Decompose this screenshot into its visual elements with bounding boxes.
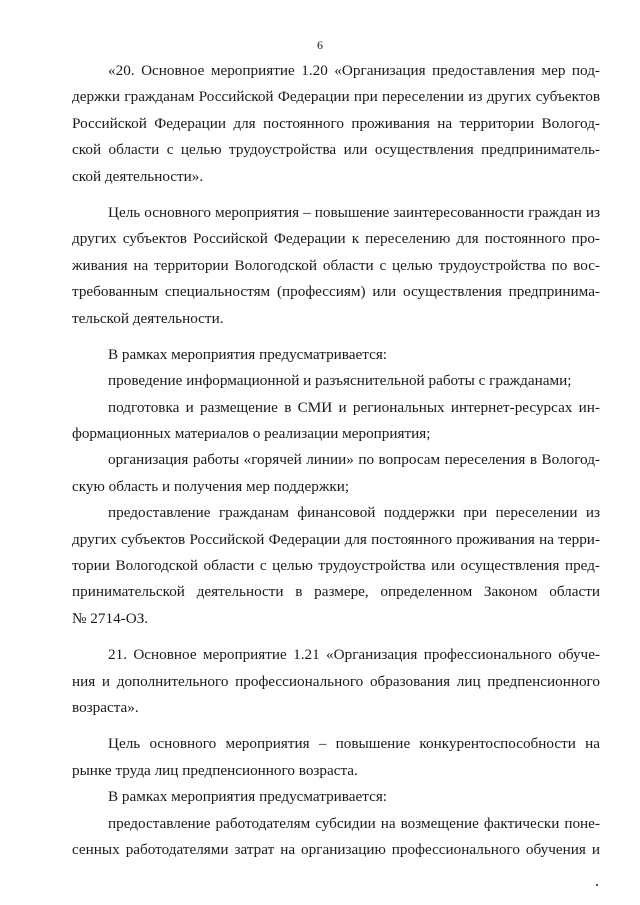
document-body	[72, 58, 600, 863]
list-item-hotline	[72, 447, 600, 500]
text-line: рынке труда лиц предпенсионного возраста.	[72, 761, 358, 779]
page-number: 6	[317, 38, 323, 52]
text-line: живания на территории Вологодской области с целью трудоустройства по вос-	[72, 256, 600, 274]
text-line: Цель основного мероприятия – повышение заинтересованности граждан из	[108, 203, 600, 221]
text-line: предоставление гражданам финансовой поддержки при переселении из	[108, 504, 600, 522]
text-line: подготовка и размещение в СМИ и региональных интернет-ресурсах ин-	[108, 398, 600, 416]
text-line: других субъектов Российской Федерации к переселению для постоянного про-	[72, 230, 600, 248]
text-line: «20. Основное мероприятие 1.20 «Организация предоставления мер под-	[108, 62, 600, 79]
paragraph-provisions-21	[72, 784, 600, 810]
text-line: № 2714-ОЗ.	[72, 609, 149, 627]
paragraph-21	[72, 642, 600, 721]
text-line: проведение информационной и разъяснительной работы с гражданами;	[108, 372, 572, 390]
text-line: возраста».	[72, 698, 139, 716]
text-line: формационных материалов о реализации мероприятия;	[72, 425, 431, 443]
list-item-subsidy	[72, 811, 600, 864]
text-line: держки гражданам Российской Федерации при переселении из других субъектов	[72, 88, 600, 106]
scan-speck	[596, 884, 598, 886]
text-line: ской области с целью трудоустройства или осуществления предприниматель-	[72, 141, 600, 159]
paragraph-goal-21	[72, 731, 600, 784]
text-line: скую область и получения мер поддержки;	[72, 477, 350, 495]
text-line: 21. Основное мероприятие 1.21 «Организация профессионального обуче-	[108, 646, 600, 664]
text-line: Цель основного мероприятия – повышение конкурентоспособности на	[108, 735, 600, 753]
text-line: В рамках мероприятия предусматривается:	[108, 788, 388, 806]
text-line: Российской Федерации для постоянного проживания на территории Вологод-	[72, 114, 600, 132]
list-item-media	[72, 395, 600, 448]
text-line: тории Вологодской области с целью трудоустройства или осуществления пред-	[72, 557, 600, 575]
list-item-info-work	[72, 368, 600, 394]
text-line: В рамках мероприятия предусматривается:	[108, 345, 388, 363]
text-line: ния и дополнительного профессионального образования лиц предпенсионного	[72, 672, 600, 690]
paragraph-goal-20	[72, 200, 600, 332]
text-line: ской деятельности».	[72, 167, 204, 185]
paragraph-20	[72, 58, 600, 190]
text-line: предоставление работодателям субсидии на возмещение фактически поне-	[108, 814, 600, 832]
text-line: организация работы «горячей линии» по вопросам переселения в Вологод-	[108, 451, 600, 469]
text-line: тельской деятельности.	[72, 309, 224, 327]
text-line: требованным специальностям (профессиям) или осуществления предпринима-	[72, 283, 600, 301]
list-item-financial-support	[72, 500, 600, 632]
paragraph-provisions-20	[72, 342, 600, 368]
text-line: принимательской деятельности в размере, определенном Законом области	[72, 583, 600, 601]
text-line: других субъектов Российской Федерации для постоянного проживания на терри-	[72, 530, 600, 548]
text-line: сенных работодателями затрат на организацию профессионального обучения и	[72, 840, 600, 858]
